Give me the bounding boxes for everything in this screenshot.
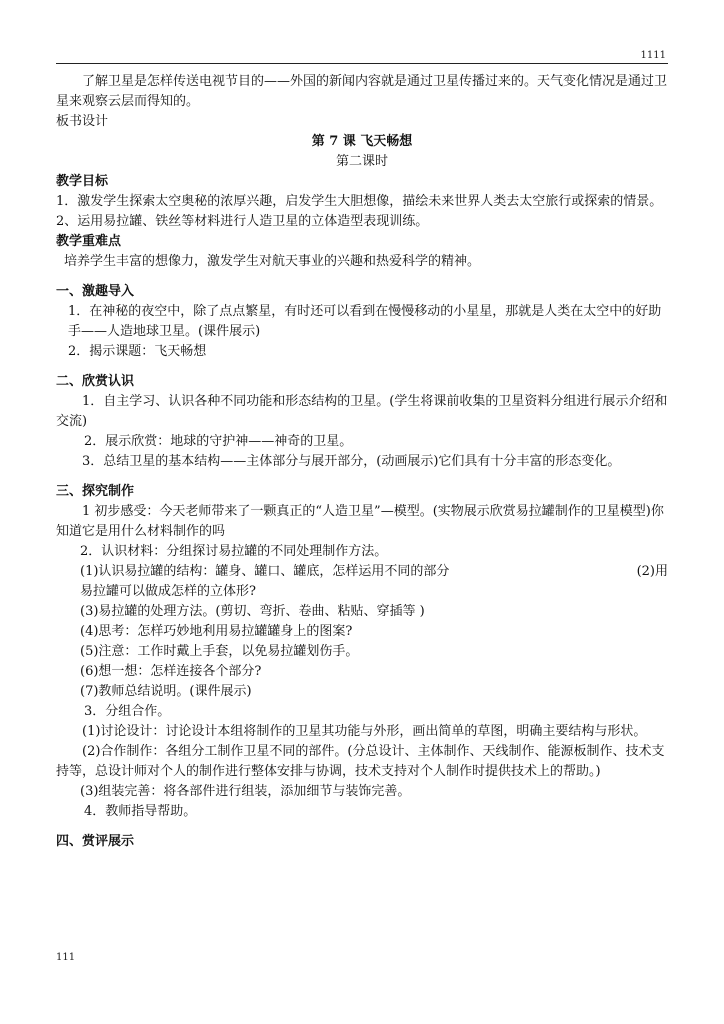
key-points-text: 培养学生丰富的想像力，激发学生对航天事业的兴趣和热爱科学的精神。 [64, 254, 481, 269]
section3-sub-1-right: (2)用 [636, 564, 668, 579]
lesson-subtitle: 第二课时 [335, 154, 388, 169]
footer-page-number: 111 [56, 952, 76, 963]
section3-coop-3: (3)组装完善：将各部件进行组装，添加细节与装饰完善。 [80, 784, 411, 799]
section3-heading: 三、探究制作 [56, 484, 135, 499]
section3-sub-1-left: (1)认识易拉罐的结构：罐身、罐口、罐底，怎样运用不同的部分 [80, 564, 450, 579]
objective-item-2: 2、运用易拉罐、铁丝等材料进行人造卫星的立体造型表现训练。 [56, 214, 429, 229]
section2-heading: 二、欣赏认识 [56, 374, 135, 389]
section3-coop-1: (1)讨论设计：讨论设计本组将制作的卫星其功能与外形，画出简单的草图，明确主要结构与形状。 [82, 724, 647, 739]
section3-sub-1 [56, 562, 668, 582]
section3-sub-4: (4)思考：怎样巧妙地利用易拉罐罐身上的图案? [80, 624, 353, 639]
objective-item-1: 1．激发学生探索太空奥秘的浓厚兴趣，启发学生大胆想像，描绘未来世界人类去太空旅行或探索的情景。 [56, 194, 663, 209]
header-rule [56, 63, 668, 64]
intro-paragraph: 了解卫星是怎样传送电视节目的——外国的新闻内容就是通过卫星传播过来的。天气变化情况是通过卫星来观察云层而得知的。 [56, 74, 668, 109]
section1-item-1: 1．在神秘的夜空中，除了点点繁星，有时还可以看到在慢慢移动的小星星，那就是人类在太空中的好助手——人造地球卫星。(课件展示) [68, 304, 662, 339]
section2-item-2: 2．展示欣赏：地球的守护神——神奇的卫星。 [84, 434, 353, 449]
header-page-number: 1111 [640, 50, 666, 61]
section3-item-3: 3．分组合作。 [84, 704, 171, 719]
section3-item-2: 2．认识材料：分组探讨易拉罐的不同处理制作方法。 [80, 544, 388, 559]
lesson-title: 第 7 课 飞天畅想 [311, 134, 413, 149]
section3-item-4: 4．教师指导帮助。 [84, 804, 197, 819]
objectives-heading: 教学目标 [56, 174, 109, 189]
section4-heading: 四、赏评展示 [56, 834, 135, 849]
section2-item-1: 1．自主学习、认识各种不同功能和形态结构的卫星。(学生将课前收集的卫星资料分组进行展示介绍和交流) [56, 394, 668, 429]
section1-item-2: 2．揭示课题：飞天畅想 [68, 344, 207, 359]
section3-sub-5: (5)注意：工作时戴上手套，以免易拉罐划伤手。 [80, 644, 359, 659]
section3-sub-3: (3)易拉罐的处理方法。(剪切、弯折、卷曲、粘贴、穿插等 ) [80, 604, 425, 619]
board-design-label: 板书设计 [56, 114, 109, 129]
section3-sub-1-cont: 易拉罐可以做成怎样的立体形? [80, 584, 256, 599]
section3-sub-7: (7)教师总结说明。(课件展示) [80, 684, 252, 699]
section3-sub-6: (6)想一想：怎样连接各个部分? [80, 664, 262, 679]
section3-coop-2: (2)合作制作：各组分工制作卫星不同的部件。(分总设计、主体制作、天线制作、能源板制作、技术支持等，总设计师对个人的制作进行整体安排与协调，技术支持对个人制作时提供技术上的帮助。) [56, 744, 665, 779]
section1-heading: 一、激趣导入 [56, 284, 135, 299]
section2-item-3: 3．总结卫星的基本结构——主体部分与展开部分，(动画展示)它们具有十分丰富的形态变化。 [82, 454, 621, 469]
key-points-heading: 教学重难点 [56, 234, 122, 249]
document-body [56, 72, 668, 852]
section3-item-1: 1 初步感受：今天老师带来了一颗真正的“人造卫星”—模型。(实物展示欣赏易拉罐制作的卫星模型)你知道它是用什么材料制作的吗 [56, 504, 664, 539]
